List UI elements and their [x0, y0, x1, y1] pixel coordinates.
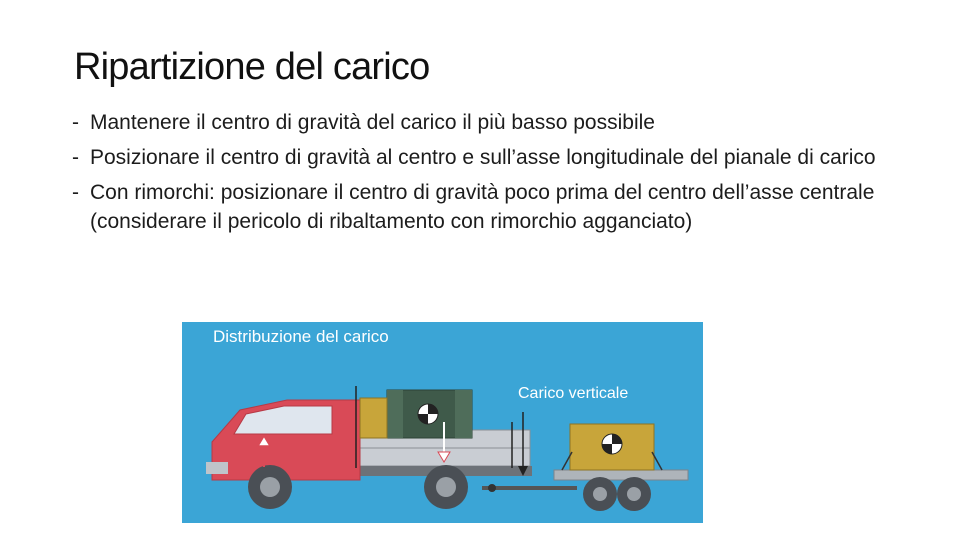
trailer-wheel-1 [583, 477, 617, 511]
load-distribution-illustration [182, 322, 703, 523]
bullet-text: Posizionare il centro di gravità al centro e sull’asse longitudinale del pianale di carico [90, 146, 876, 169]
trailer-gravity-marker [602, 434, 622, 454]
bullet-text: Con rimorchi: posizionare il centro di gravità poco prima del centro dell’asse centrale (considerare il pericolo di ribaltamento con rimorchio agganciato) [90, 181, 875, 233]
truck-bumper [206, 462, 228, 474]
truck-rear-wheel [424, 465, 468, 509]
trailer-wheel-2 [617, 477, 651, 511]
bullet-item [72, 108, 892, 137]
page-title: Ripartizione del carico [74, 46, 430, 88]
vertical-load-label: Carico verticale [518, 385, 629, 402]
truck-small-box [360, 398, 387, 438]
trailer-bed [554, 470, 688, 480]
bullet-item [72, 143, 892, 172]
bullet-marker: - [72, 146, 79, 169]
truck-front-wheel [248, 465, 292, 509]
bullet-item [72, 178, 892, 236]
figure-title: Distribuzione del carico [213, 327, 389, 346]
truck-gravity-marker [418, 404, 438, 424]
truck-trailer-drawing [182, 322, 703, 523]
bullet-marker: - [72, 181, 79, 204]
bullet-marker: - [72, 111, 79, 134]
bullet-text: Mantenere il centro di gravità del carico il più basso possibile [90, 111, 655, 134]
bullet-list [72, 108, 892, 242]
